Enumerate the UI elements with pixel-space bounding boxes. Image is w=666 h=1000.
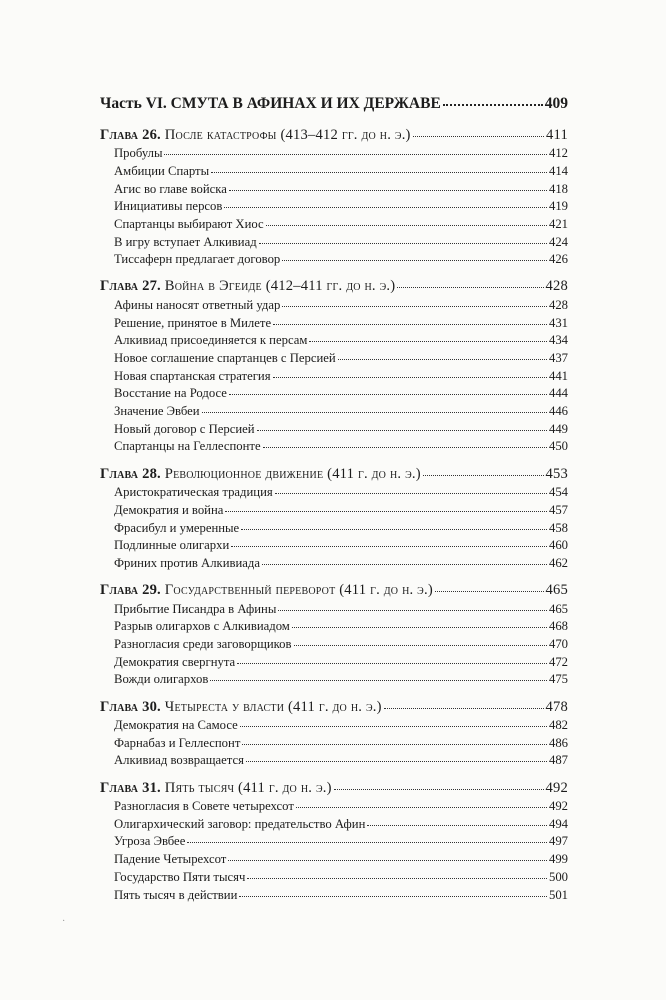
section-title: Фриних против Алкивиада xyxy=(114,555,261,570)
chapter-name: Четыреста у власти (411 г. до н. э.) xyxy=(164,698,382,715)
dot-leader xyxy=(282,250,547,261)
section-title: Спартанцы на Геллеспонте xyxy=(114,439,261,454)
section-page: 486 xyxy=(548,735,568,750)
dot-leader xyxy=(292,617,547,628)
dot-leader xyxy=(164,144,547,155)
section-page: 470 xyxy=(548,636,568,651)
section-title: Тиссаферн предлагает договор xyxy=(114,252,281,267)
section-title: Падение Четырехсот xyxy=(114,852,227,867)
section-page: 412 xyxy=(548,146,568,161)
section-page: 468 xyxy=(548,619,568,634)
section-entry[interactable] xyxy=(100,887,568,905)
dot-leader xyxy=(262,554,547,565)
chapter-label: Глава 27. xyxy=(100,278,161,295)
section-title: Вожди олигархов xyxy=(114,672,209,687)
section-page: 494 xyxy=(548,816,568,831)
section-page: 487 xyxy=(548,753,568,768)
section-page: 444 xyxy=(548,386,568,401)
chapter-label: Глава 26. xyxy=(100,126,161,143)
chapter-page: 428 xyxy=(545,278,568,295)
section-page: 460 xyxy=(548,538,568,553)
dot-leader xyxy=(266,215,547,226)
dot-leader xyxy=(294,635,547,646)
section-page: 441 xyxy=(548,368,568,383)
section-page: 437 xyxy=(548,351,568,366)
section-page: 472 xyxy=(548,654,568,669)
section-page: 492 xyxy=(548,799,568,814)
chapter-block xyxy=(100,465,568,573)
section-title: Афины наносят ответный удар xyxy=(114,297,281,312)
section-title: В игру вступает Алкивиад xyxy=(114,234,257,249)
section-title: Государство Пяти тысяч xyxy=(114,869,246,884)
section-page: 450 xyxy=(548,439,568,454)
section-title: Демократия и война xyxy=(114,502,224,517)
chapter-title xyxy=(100,699,382,716)
dot-leader xyxy=(423,463,544,476)
chapter-entry[interactable] xyxy=(100,779,568,799)
chapter-page: 492 xyxy=(545,779,568,796)
section-title: Алкивиад возвращается xyxy=(114,753,244,768)
dot-leader xyxy=(263,437,547,448)
chapter-label: Глава 30. xyxy=(100,698,161,715)
dot-leader xyxy=(211,162,547,173)
dot-leader xyxy=(187,832,547,843)
dot-leader xyxy=(278,599,547,610)
dot-leader xyxy=(384,696,544,709)
section-title: Разногласия среди заговорщиков xyxy=(114,636,292,651)
section-title: Фарнабаз и Геллеспонт xyxy=(114,735,241,750)
chapter-entry[interactable] xyxy=(100,278,568,298)
section-title: Пять тысяч в действии xyxy=(114,887,238,902)
dot-leader xyxy=(367,815,547,826)
section-page: 457 xyxy=(548,502,568,517)
chapter-page: 465 xyxy=(545,582,568,599)
dot-leader xyxy=(309,331,547,342)
dot-leader xyxy=(296,797,547,808)
chapter-title xyxy=(100,582,433,599)
section-title: Подлинные олигархи xyxy=(114,538,230,553)
chapter-block xyxy=(100,698,568,771)
chapter-name: Революционное движение (411 г. до н. э.) xyxy=(164,465,421,482)
section-title: Новая спартанская стратегия xyxy=(114,368,271,383)
chapter-name: Пять тысяч (411 г. до н. э.) xyxy=(164,779,332,796)
section-title: Значение Эвбеи xyxy=(114,404,200,419)
section-title: Разногласия в Совете четырехсот xyxy=(114,799,294,814)
section-title: Аристократическая традиция xyxy=(114,485,273,500)
part-label: Часть VI. xyxy=(100,95,167,113)
section-entry[interactable] xyxy=(100,753,568,771)
section-page: 475 xyxy=(548,672,568,687)
part-heading[interactable] xyxy=(100,94,568,116)
dot-leader xyxy=(435,579,544,592)
dot-leader xyxy=(202,402,547,413)
section-title: Новое соглашение спартанцев с Персией xyxy=(114,351,336,366)
chapter-name: После катастрофы (413–412 гг. до н. э.) xyxy=(164,126,411,143)
dot-leader xyxy=(228,850,547,861)
chapter-entry[interactable] xyxy=(100,581,568,601)
section-page: 446 xyxy=(548,404,568,419)
section-title: Олигархический заговор: предательство Афин xyxy=(114,816,366,831)
dot-leader xyxy=(338,349,547,360)
section-page: 497 xyxy=(548,834,568,849)
chapter-entry[interactable] xyxy=(100,465,568,485)
section-page: 462 xyxy=(548,555,568,570)
chapter-list xyxy=(100,126,568,905)
section-title: Инициативы персов xyxy=(114,199,223,214)
dot-leader xyxy=(247,868,547,879)
dot-leader xyxy=(275,483,547,494)
dot-leader xyxy=(224,197,547,208)
section-page: 426 xyxy=(548,252,568,267)
chapter-label: Глава 31. xyxy=(100,779,161,796)
dot-leader xyxy=(413,124,544,137)
dot-leader xyxy=(273,367,547,378)
section-page: 501 xyxy=(548,887,568,902)
part-title xyxy=(100,95,441,113)
section-title: Разрыв олигархов с Алкивиадом xyxy=(114,619,290,634)
section-entry[interactable] xyxy=(100,556,568,574)
section-page: 419 xyxy=(548,199,568,214)
section-page: 431 xyxy=(548,315,568,330)
section-entry[interactable] xyxy=(100,672,568,690)
section-title: Демократия свергнута xyxy=(114,654,236,669)
section-title: Алкивиад присоединяется к персам xyxy=(114,333,308,348)
section-page: 424 xyxy=(548,234,568,249)
section-title: Пробулы xyxy=(114,146,163,161)
section-title: Демократия на Самосе xyxy=(114,718,238,733)
section-page: 500 xyxy=(548,869,568,884)
part-page: 409 xyxy=(544,95,568,113)
page-speck: · xyxy=(62,916,66,927)
section-title: Амбиции Спарты xyxy=(114,163,210,178)
section-page: 499 xyxy=(548,852,568,867)
section-title: Фрасибул и умеренные xyxy=(114,520,240,535)
dot-leader xyxy=(229,384,547,395)
dot-leader xyxy=(237,653,547,664)
section-page: 434 xyxy=(548,333,568,348)
part-name: СМУТА В АФИНАХ И ИХ ДЕРЖАВЕ xyxy=(170,95,441,113)
chapter-title xyxy=(100,780,332,797)
chapter-title xyxy=(100,466,421,483)
chapter-page: 478 xyxy=(545,698,568,715)
section-page: 458 xyxy=(548,520,568,535)
dot-leader xyxy=(229,179,547,190)
section-title: Прибытие Писандра в Афины xyxy=(114,601,277,616)
section-page: 482 xyxy=(548,718,568,733)
chapter-block xyxy=(100,779,568,905)
dot-leader xyxy=(397,276,543,289)
chapter-label: Глава 29. xyxy=(100,582,161,599)
chapter-block xyxy=(100,126,568,270)
chapter-name: Государственный переворот (411 г. до н. э.) xyxy=(164,582,433,599)
chapter-block xyxy=(100,581,568,689)
dot-leader xyxy=(239,885,547,896)
dot-leader xyxy=(273,314,547,325)
dot-leader xyxy=(259,232,547,243)
dot-leader xyxy=(225,501,547,512)
section-title: Восстание на Родосе xyxy=(114,386,227,401)
dot-leader xyxy=(334,777,544,790)
dot-leader xyxy=(241,518,547,529)
table-of-contents xyxy=(100,94,568,909)
chapter-page: 411 xyxy=(546,126,568,143)
section-title: Спартанцы выбирают Хиос xyxy=(114,216,264,231)
dot-leader xyxy=(240,716,547,727)
section-title: Агис во главе войска xyxy=(114,181,227,196)
chapter-title xyxy=(100,278,395,295)
chapter-page: 453 xyxy=(545,465,568,482)
section-entry[interactable] xyxy=(100,439,568,457)
chapter-entry[interactable] xyxy=(100,126,568,146)
section-page: 454 xyxy=(548,485,568,500)
dot-leader xyxy=(210,670,547,681)
section-page: 414 xyxy=(548,163,568,178)
section-page: 428 xyxy=(548,297,568,312)
dot-leader xyxy=(282,296,547,307)
dot-leader xyxy=(257,420,547,431)
dot-leader xyxy=(443,92,543,106)
dot-leader xyxy=(246,751,547,762)
section-page: 421 xyxy=(548,216,568,231)
chapter-block xyxy=(100,278,568,457)
section-page: 418 xyxy=(548,181,568,196)
dot-leader xyxy=(242,734,547,745)
section-entry[interactable] xyxy=(100,252,568,270)
dot-leader xyxy=(231,536,547,547)
section-page: 449 xyxy=(548,421,568,436)
section-title: Решение, принятое в Милете xyxy=(114,315,272,330)
section-title: Угроза Эвбее xyxy=(114,834,186,849)
chapter-name: Война в Эгеиде (412–411 гг. до н. э.) xyxy=(164,278,396,295)
chapter-label: Глава 28. xyxy=(100,465,161,482)
chapter-title xyxy=(100,127,411,144)
section-page: 465 xyxy=(548,601,568,616)
chapter-entry[interactable] xyxy=(100,698,568,718)
section-title: Новый договор с Персией xyxy=(114,421,255,436)
